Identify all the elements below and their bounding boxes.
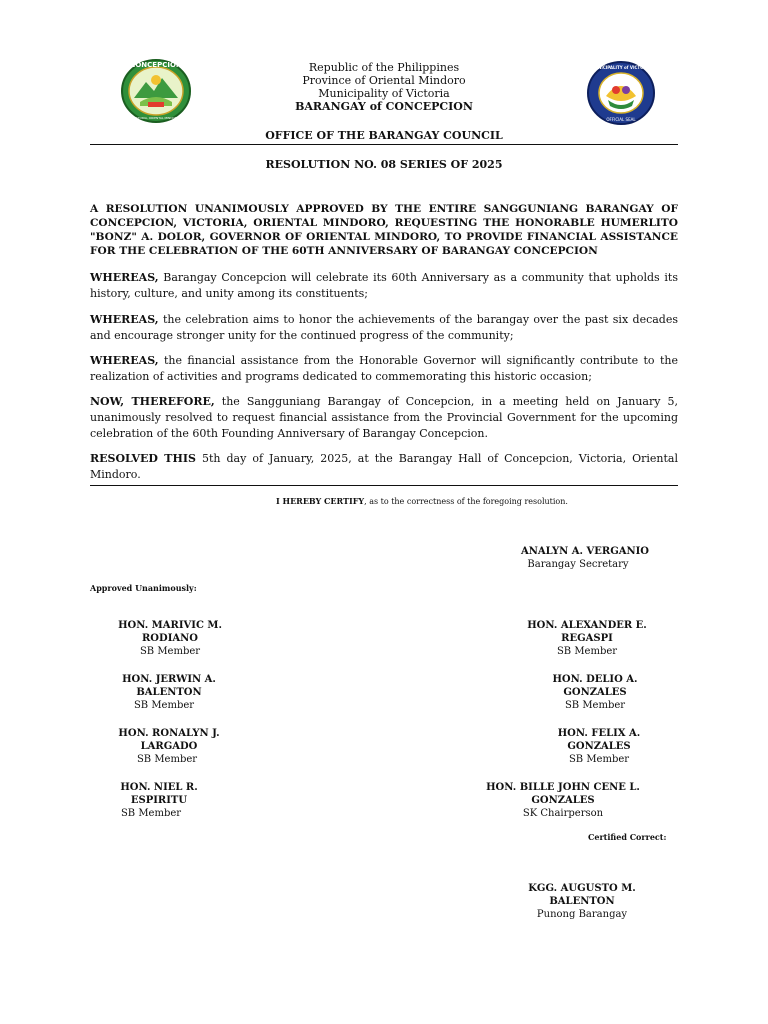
signatory-member: [520, 673, 670, 712]
signatory-name: HON. DELIO A. GONZALES: [552, 674, 638, 698]
certified-correct-label: Certified Correct:: [588, 832, 667, 842]
paragraph-lead: WHEREAS,: [90, 271, 159, 284]
signatory-name: HON. JERWIN A. BALENTON: [122, 674, 216, 698]
signatory-punong-barangay: [494, 882, 670, 921]
signatory-member: [90, 619, 250, 658]
paragraph-text: 5th day of January, 2025, at the Barangay Hall of Concepcion, Victoria, Oriental Mindoro.: [90, 452, 678, 481]
certify-text: , as to the correctness of the foregoing resolution.: [364, 497, 568, 506]
resolution-title: A RESOLUTION UNANIMOUSLY APPROVED BY THE ENTIRE SANGGUNIANG BARANGAY OF CONCEPCION, VICTORIA, ORIENTAL MINDORO, REQUESTING THE HONORABLE HUMERLITO "BONZ" A. DOLOR, GOVERNOR OF ORIENTAL MINDORO, TO PROVIDE FINANCIAL ASSISTANCE FOR THE CELEBRATION OF THE 60TH ANNIVERSARY OF BARANGAY CONCEPCION: [90, 203, 678, 257]
signatory-name: HON. ALEXANDER E. REGASPI: [527, 620, 647, 644]
paragraph-lead: NOW, THEREFORE,: [90, 395, 215, 408]
paragraph-text: Barangay Concepcion will celebrate its 60th Anniversary as a community that upholds its history, culture, and unity among its constituents;: [90, 271, 678, 300]
signatory-role: Punong Barangay: [536, 909, 628, 920]
letterhead-barangay: BARANGAY of CONCEPCION: [295, 100, 473, 113]
body-divider: [90, 485, 678, 486]
header-divider: [90, 144, 678, 145]
signatory-member: [90, 673, 248, 712]
resolved-paragraph: [90, 451, 678, 483]
signatory-name: HON. BILLE JOHN CENE L. GONZALES: [486, 782, 640, 806]
signatory-name: KGG. AUGUSTO M. BALENTON: [528, 883, 636, 907]
paragraph-lead: RESOLVED THIS: [90, 452, 196, 465]
signatory-name: HON. RONALYN J. LARGADO: [118, 728, 220, 752]
signatory-role: SB Member: [568, 754, 630, 765]
svg-text:MUNICIPALITY of VICTORIA: MUNICIPALITY of VICTORIA: [590, 65, 652, 70]
barangay-seal-logo: [120, 58, 192, 124]
now-therefore-paragraph: [90, 394, 678, 442]
signatory-name: HON. NIEL R. ESPIRITU: [120, 782, 198, 806]
whereas-paragraph-1: [90, 270, 678, 302]
signatory-member: [92, 781, 226, 820]
whereas-paragraph-2: [90, 312, 678, 344]
letterhead-country: Republic of the Philippines: [308, 61, 460, 74]
signatory-name: HON. MARIVIC M. RODIANO: [118, 620, 222, 644]
svg-text:VICTORIA, ORIENTAL MINDORO: VICTORIA, ORIENTAL MINDORO: [132, 116, 180, 120]
signatory-member: [90, 727, 248, 766]
letterhead: [234, 61, 534, 113]
paragraph-text: the celebration aims to honor the achievements of the barangay over the past six decades and encourage stronger unity for the continued progress of the community;: [90, 313, 678, 342]
signatory-name: ANALYN A. VERGANIO: [520, 546, 650, 557]
paragraph-lead: WHEREAS,: [90, 354, 159, 367]
signatory-role: SB Member: [120, 808, 182, 819]
certify-lead: I HEREBY CERTIFY: [276, 496, 365, 506]
approved-label: Approved Unanimously:: [90, 583, 197, 593]
signatory-secretary: [500, 545, 670, 571]
letterhead-municipality: Municipality of Victoria: [318, 87, 450, 100]
signatory-member: [500, 619, 674, 658]
signatory-member: [526, 727, 672, 766]
svg-text:OFFICIAL SEAL: OFFICIAL SEAL: [606, 117, 636, 122]
paragraph-text: the financial assistance from the Honorable Governor will significantly contribute to the realization of activities and programs dedicated to commemorating this historic occasion;: [90, 354, 678, 383]
signatory-role: SB Member: [556, 646, 618, 657]
municipal-seal-logo: [586, 60, 656, 126]
office-heading: OFFICE OF THE BARANGAY COUNCIL: [265, 129, 503, 142]
paragraph-text: the Sangguniang Barangay of Concepcion, in a meeting held on January 5, unanimously resolved to request financial assistance from the Provincial Government for the upcoming celebration of the 60th Founding Anniversary of Barangay Concepcion.: [90, 395, 678, 440]
svg-text:CONCEPCION: CONCEPCION: [130, 61, 182, 69]
whereas-paragraph-3: [90, 353, 678, 385]
paragraph-lead: WHEREAS,: [90, 313, 159, 326]
signatory-name: HON. FELIX A. GONZALES: [557, 728, 641, 752]
signatory-role: SB Member: [564, 700, 626, 711]
signatory-sk-chairperson: [456, 781, 670, 820]
signatory-role: SB Member: [133, 700, 195, 711]
certification-statement: [276, 496, 568, 506]
signatory-role: SB Member: [136, 754, 198, 765]
letterhead-province: Province of Oriental Mindoro: [302, 74, 466, 87]
resolution-number: RESOLUTION NO. 08 SERIES OF 2025: [265, 158, 503, 171]
signatory-role: Barangay Secretary: [527, 559, 629, 570]
signatory-role: SK Chairperson: [522, 808, 604, 819]
signatory-role: SB Member: [139, 646, 201, 657]
